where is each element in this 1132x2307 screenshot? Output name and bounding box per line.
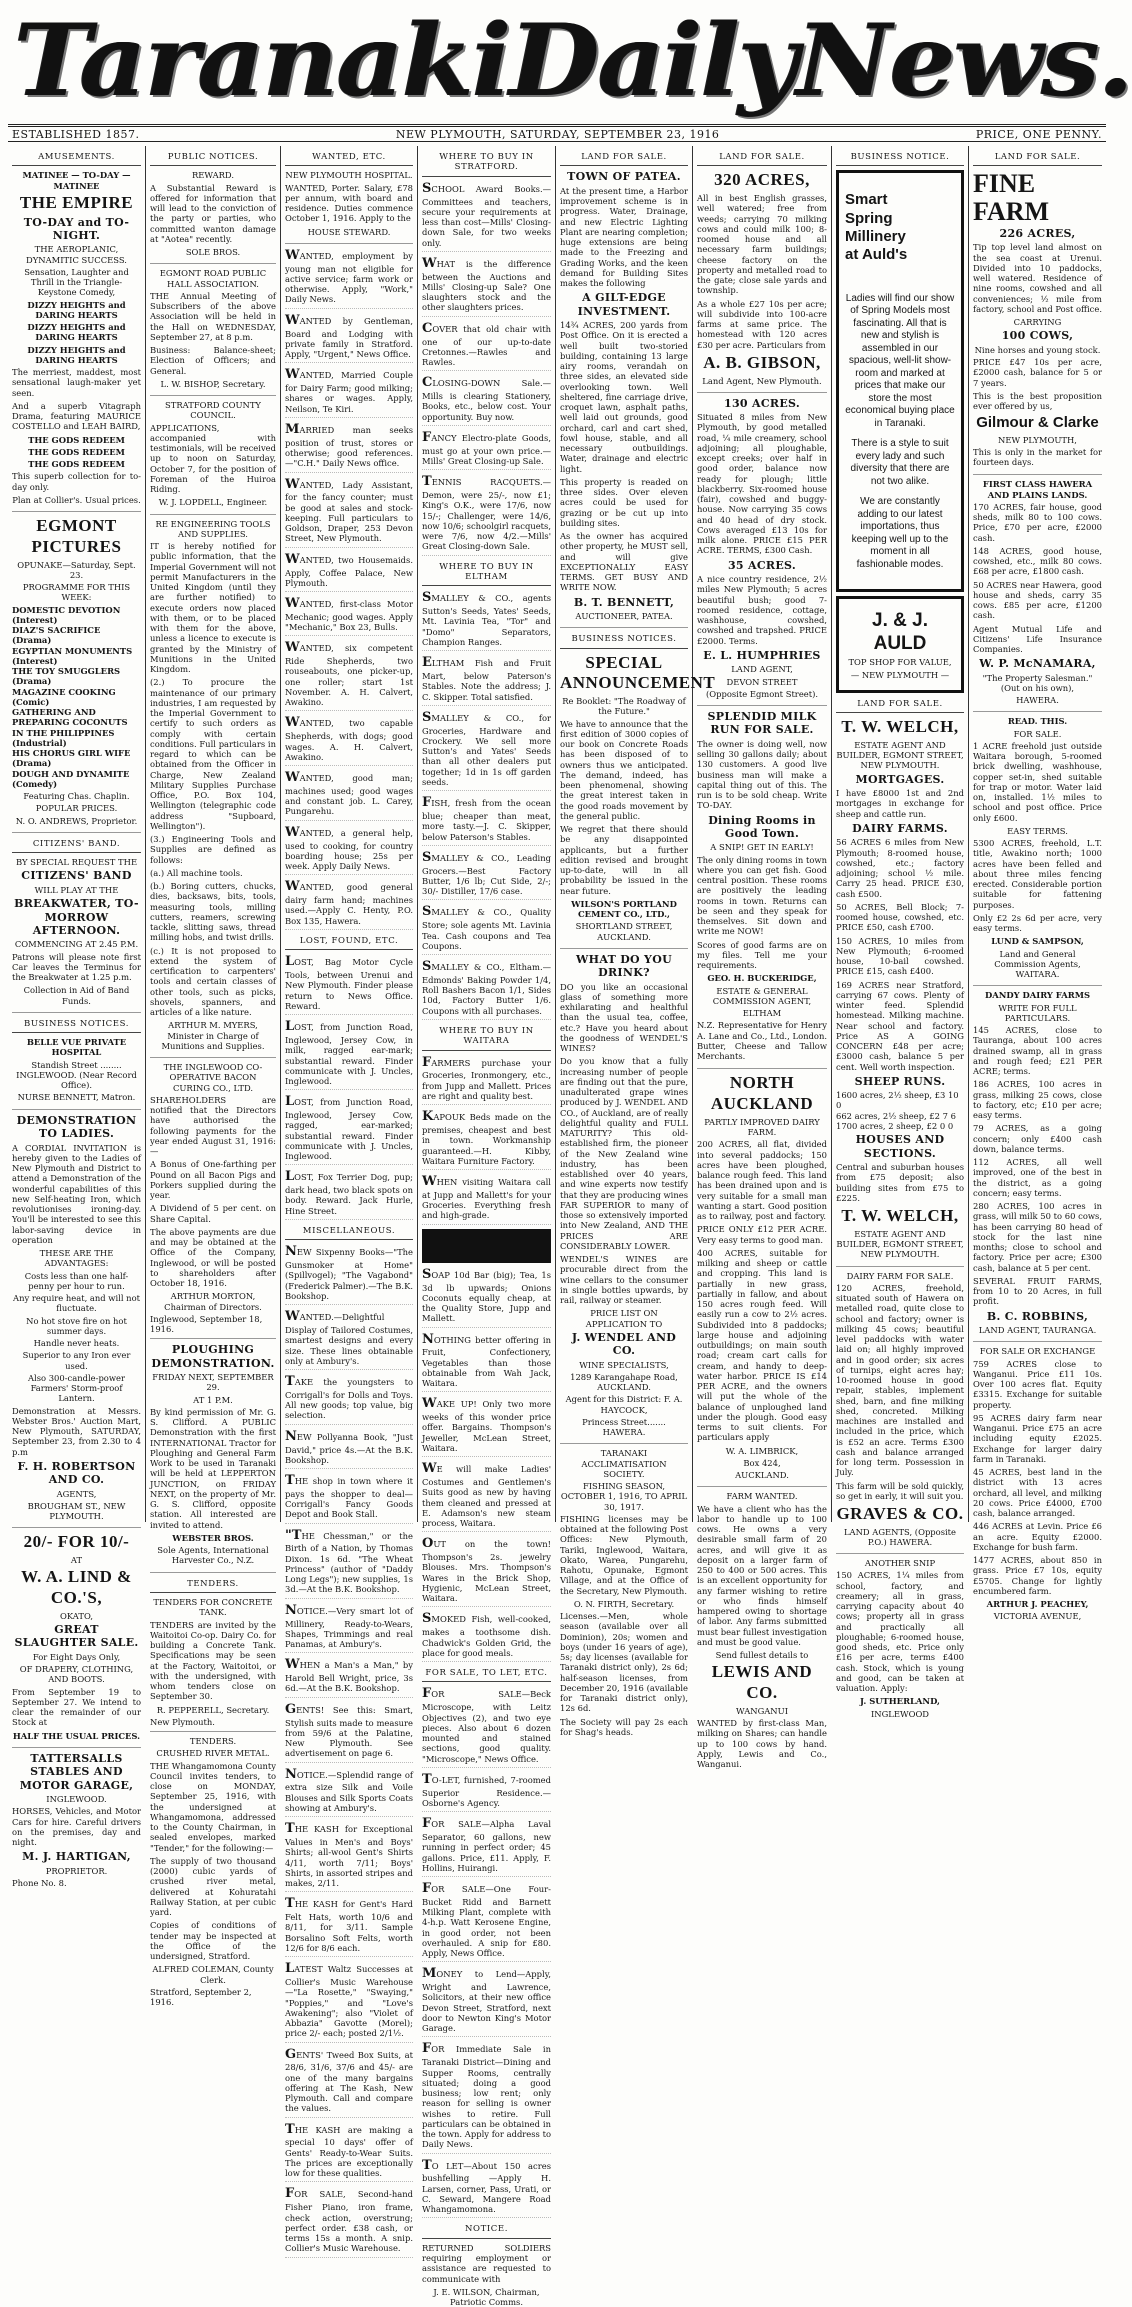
title-word-2: Daily (509, 2, 797, 119)
welch-ad: T. W. WELCH, ESTATE AGENT AND BUILDER, EGMONT STREET, NEW PLYMOUTH. MORTGAGES. I have £8000 1st and 2nd mortgages in exchange for sheep and cattle run. DAIRY FARMS. 56 ACRES 6 miles from New Plymouth; 8-roomed house, cowshed, etc.; factory adjoining; school ½ mile. Carry 25 head. PRICE £30, cash £500. 50 ACRES, Bell Block; 7-roomed house, cowshed, etc. PRICE £50, cash £700. 150 ACRES, 10 miles from New Plymouth; 6-roomed house, 10-bail cowshed. PRICE £15, cash £400. 169 ACRES near Stratford, carrying 67 cows. Plenty of winter feed. Splendid homestead. Milking machine. Near school and factory. Price AS A GOING CONCERN £48 per acre; £3000 cash, balance 5 per cent. Well worth inspection. SHEEP RUNS. 1600 acres, 2½ sheep, £3 10 0 662 acres, 2½ sheep, £2 7 6 1700 acres, 2 sheep, £2 0 0 HOUSES AND SECTIONS. Central and suburban houses from £75 deposit; also building sites from £75 to £225. T. W. WELCH, ESTATE AGENT AND BUILDER, EGMONT STREET, NEW PLYMOUTH. (836, 717, 964, 1266)
limbrick-ad: NORTH AUCKLAND PARTLY IMPROVED DAIRY FARM. 200 ACRES, all flat, divided into several paddocks; 150 acres have been ploughed, balance rough feed. This land has been drained upon and is very suitable for a small man wanting a start. Good position as to railway, post and factory. PRICE ONLY £12 PER ACRE. Very easy terms to good man. 400 ACRES, suitable for milking and sheep or cattle and cropping. This land is partially in new grass, partially in fallow, and about 150 acres rough feed. Will easily run a cow to 2½ acres. Subdivided into 8 paddocks; large house and adjoining outbuildings; on main south road; cream cart calls for cream, and handy to deep-water harbor. PRICE IS £14 PER ACRE, and the owners will put the whole of the balance of unploughed land under the plough. Good easy terms to suit clients. For particulars apply W. A. LIMBRICK, Box 424, AUCKLAND. (697, 1073, 827, 1487)
wanted-ad: WANTED, employment by young man not eligible for active service; farm work or otherwise. Apply, "Work," Daily News. (285, 248, 413, 309)
waitara-ad: KAPOUK Beds made on the premises, cheapest and best in town. Workmanship guaranteed.—H. Kibby, Waitara Furniture Factory. (422, 1109, 551, 1170)
stratford-council-notice: STRATFORD COUNTY COUNCIL. APPLICATIONS, accompanied with testimonials, will be received up to noon on Saturday, October 7, for the position of Foreman of the Huiroa Riding. W. J. LOPDELL, Engineer. (150, 400, 276, 515)
section-head: NOTICE. (422, 2222, 551, 2238)
section-head: WHERE TO BUY IN WAITARA (422, 1024, 551, 1051)
hospital-wanted: NEW PLYMOUTH HOSPITAL. WANTED, Porter. Salary, £78 per annum, with board and residence. Duties commence October 1, 1916. Apply to the HOUSE STEWARD. (285, 170, 413, 244)
wanted-ad: WANTED, good general dairy farm hand; machines used.—Apply C. Henty, P.O. Box 135, Hawera. (285, 879, 413, 930)
column-8 (969, 146, 1106, 1622)
eltham-ad: SMALLEY & CO., Leading Grocers.—Best Factory Butter, 1/6 lb; Cut Side, 2/-; 30/- Distiller, 17/6 case. (422, 850, 551, 901)
misc-ad: GENTS! See this: Smart, Stylish suits made to measure from 59/6 at the Palatine, New Plymouth. See advertisement on page 6. (285, 1702, 413, 1763)
wanted-ad: WANTED, six competent Ride Shepherds, two rouseabouts, one picker-up, one roller; start 1st November. A. H. Calvert, Awakino. (285, 640, 413, 711)
column-4: WHERE TO BUY IN STRATFORD. SCHOOL Award Books.—Committees and teachers, secure your requirements at less than cost—Mills' Closing-down Sale, for two weeks only. WHAT is the difference between the Auctions and Mills' Closing-up Sale? One slaughters stock and the other slaughters prices. COVER that old chair with one of our up-to-date Cretonnes.—Rawles and Rawles. CLOSING-DOWN Sale.—Mills is clearing Stationery, Books, etc., below cost. Your opportunity. Buy now. FANCY Electro-plate Goods, must go at your own price.—Mills' Great Closing-up Sale. TENNIS RACQUETS.—Demon, were 25/-, now £1; King's O.K., were 17/6, now 15/-; Challenger, were 14/6, now 10/6; schoolgirl racquets, were 7/6, now 4/2.—Mills' Great Closing-down Sale. WHERE TO BUY IN ELTHAM SMALLEY & CO., agents Sutton's Seeds, Yates' Seeds, Mt. Lavinia Tea, "Tor" and "Domo" Separators, Champion Ranges. ELTHAM Fish and Fruit Mart, below Paterson's Stables. Note the address; J. C. Skipper. Total satisfied. SMALLEY & CO., for Groceries, Hardware and Crockery. We sell more Sutton's and Yates' Seeds than all other dealers put together; 1d in 1s off garden seeds. FISH, fresh from the ocean blue; cheaper than meat, more tasty.—J. C. Skipper, below Paterson's Stables. SMALLEY & CO., Leading Grocers.—Best Factory Butter, 1/6 lb; Cut Side, 2/-; 30/- Distiller, 17/6 case. SMALLEY & CO., Quality Store; sole agents Mt. Lavinia Tea. Cash coupons and Tea Coupons. SMALLEY & CO., Eltham.—Edmonds' Baking Powder 1/4, Roll Bashers Bacon 1/1, Sides 10d, Factory Butter 1/6. Coupons with all purchases. WHERE TO BUY IN WAITARA FARMERS purchase your Groceries, Ironmongery, etc., from Jupp and Mallett. Prices are right and quality best. KAPOUK Beds made on the premises, cheapest and best in town. Workmanship guaranteed.—H. Kibby, Waitara Furniture Factory. WHEN visiting Waitara call at Jupp and Mallett's for your Groceries. Everything fresh and high-grade. SOAP 10d Bar (big); Tea, 1s 3d lb upwards; Onions Coconuts equally cheap, at the Quality Store, Jupp and Mallett. NOTHING better offering in Fruit, Confectionery, Vegetables than those obtainable from Wah Jack, Waitara. WAKE UP! Only two more weeks of this wonder price offer. Bargains. Thompson's Jeweller, McLean Street, Waitara. WE will make Ladies' Costumes and Gentlemen's Suits good as new by having them cleaned and pressed at E. Adamson's new steam process, Waitara. OUT on the town! Thompson's 2s. jewelry Blouses. Mrs. Thompson's Wares in the Brick Shop, Hygienic, McLean Street, Waitara. SMOKED Fish, well-cooked, makes a toothsome dish. Chadwick's Golden Grid, the place for good meals. FOR SALE, TO LET, ETC. FOR SALE—Beck Microscope, with Leitz Objectives (2), and two eye pieces. Also about 6 dozen mounted and stained sections, good quality. "Microscope," News Office. TO-LET, furnished, 7-roomed Superior Residence.—Osborne's Agency. FOR SALE—Alpha Laval Separator, 60 gallons, new running in perfect order; 45 gallons. Price, £11. Apply, F. Hollins, Huirangi. FOR SALE—One Four-Bucket Ridd and Barnett Milking Plant, complete with 4-h.p. Watt Kerosene Engine, in good order, not been overhauled. A snip for £80. Apply, News Office. MONEY to Lend—Apply, Wright and Lawrence, Solicitors, at their new office Devon Street, Stratford, next door to Newton King's Motor Garage. FOR Immediate Sale in Taranaki District—Dining and Supper Rooms, centrally situated; doing a good business; low rent; only reason for selling is owner wishes to retire. Full particulars can be obtained in the town. Apply for address to Daily News. TO LET—About 150 acres bushfelling —Apply H. Larsen, corner, Pass, Urati, or C. Seward, Mangere Road Whangamomona. NOTICE. RETURNED SOLDIERS requiring employment or assistance are requested to communicate with J. E. WILSON, Chairman, Patriotic Comms. (418, 146, 556, 1522)
auld-shop-ad: J. & J. AULD TOP SHOP FOR VALUE, — NEW PLYMOUTH — (836, 596, 964, 693)
river-metal-tender: TENDERS. CRUSHED RIVER METAL. THE Whangamomona County Council invites tenders, to close on MONDAY, September 25, 1916, with the undersigned at Whangamomona, addressed to the County Chairman, in sealed envelopes, marked "Tender," for the following:— The supply of two thousand (2000) cubic yards of crushed river metal, delivered at Kohuratahi Railway Station, at per cubic yard. Copies of conditions of tender may be inspected at the Office of the undersigned, Stratford. ALFRED COLEMAN, County Clerk. Stratford, September 2, 1916. (150, 1736, 276, 2008)
stratford-ad: WHAT is the difference between the Auctions and Mills' Closing-up Sale? One slaughters stock and the other slaughters prices. (422, 256, 551, 317)
lund-ad: READ. THIS. FOR SALE. 1 ACRE freehold just outside Waitara borough, 5-roomed brick dwelling, washhouse, copper set-in, shed suitable for trap or motor. Water laid on, installed. 1½ miles to school and post office. Price only £600. EASY TERMS. 5300 ACRES, freehold, L.T. title, Awakino north; 1000 acres have been felled and about three miles fencing erected. Considerable portion suitable for fattening purposes. Only £2 2s 6d per acre, very easy terms. LUND & SAMPSON, Land and General Commission Agents, WAITARA. (973, 716, 1102, 986)
wanted-ad: WANTED by Gentleman, Board and Lodging with private family in Stratford. Apply, "Urgent," News Office. (285, 313, 413, 364)
empire-ad: MATINEE — TO-DAY — MATINEE THE EMPIRE TO-DAY and TO-NIGHT. THE AEROPLANIC, DYNAMITIC SUCCESS. Sensation, Laughter and Thrill in the Triangle-Keystone Comedy, DIZZY HEIGHTS and DARING HEARTS DIZZY HEIGHTS and DARING HEARTS DIZZY HEIGHTS and DARING HEARTS The merriest, maddest, most sensational laugh-maker yet seen. And a superb Vitagraph Drama, featuring MAURICE COSTELLO and LEAH BAIRD, THE GODS REDEEM THE GODS REDEEM THE GODS REDEEM This superb collection for to-day only. Plan at Collier's. Usual prices. (12, 170, 141, 512)
section-head: CITIZENS' BAND. (12, 837, 141, 853)
auld-millinery-ad: Smart Spring Millinery at Auld's Ladies will find our show of Spring Models most fascinating. All that is new and stylish is assembled in our spacious, well-lit show-room and marked at prices that make our store the most economical buying place in Taranaki. There is a style to suit every lady and such diversity that there are not two alike. We are constantly adding to our latest importations, thus keeping well up to the moment in all fashionable modes. (836, 170, 964, 592)
hospital-ad: BELLE VUE PRIVATE HOSPITAL Standish Street ........ INGLEWOOD. (Near Record Office). NURSE BENNETT, Matron. (12, 1037, 141, 1110)
column-6 (693, 146, 832, 1770)
eltham-ad: ELTHAM Fish and Fruit Mart, below Paterson's Stables. Note the address; J. C. Skipper. Total satisfied. (422, 655, 551, 706)
section-head: LAND FOR SALE. (560, 150, 688, 166)
lost-ad: LOST, from Junction Road, Inglewood, Jersey Cow, ragged, ear-marked; substantial reward. Finder communicate with J. Uncles, Inglewood. (285, 1094, 413, 1165)
stratford-ad: SCHOOL Award Books.—Committees and teachers, secure your requirements at less than cost—Mills' Closing-down Sale, for two weeks only. (422, 181, 551, 252)
ink-blot (422, 1229, 551, 1263)
waitara-ad: FARMERS purchase your Groceries, Ironmongery, etc., from Jupp and Mallett. Prices are right and quality best. (422, 1055, 551, 1106)
forsale-ad: FOR SALE—Beck Microscope, with Leitz Objectives (2), and two eye pieces. Also about 6 dozen mounted and stained sections, good quality. "Microscope," News Office. (422, 1686, 551, 1767)
price: PRICE, ONE PENNY. (975, 127, 1102, 141)
engineering-tools-notice: RE ENGINEERING TOOLS AND SUPPLIES. IT is hereby notified for public information, that the Imperial Government will not permit Manufacturers in the United Kingdom (until they are further notified) to execute orders now placed with them, or to be placed with them for the above, unless a licence to execute is granted by the Ministry of Munitions in the United Kingdom. (2.) To procure the maintenance of our primary industries, I am requested by the Imperial Government to certify to such orders as comply with certain conditions. Full particulars in regard to which can be obtained from the Officer in Charge, New Zealand Military Supplies Purchase Office, P.O. Box 104, Wellington (telegraphic code address "Supboard, Wellington"). (3.) Engineering Tools and Supplies are defined as follows: (a.) All machine tools. (b.) Boring cutters, chucks, dies, backsaws, bits, tools, measuring tools, milling cutters, reamers, screwing tackle, slitting saws, thread milling hobs, and twist drills. (c.) It is not proposed to extend the system of certification to carpenters' tools and certain classes of other tools, such as picks, shovels, spanners, and articles of a like nature. ARTHUR M. MYERS, Minister in Charge of Munitions and Supplies. (150, 519, 276, 1059)
peachey-ad: FOR SALE OR EXCHANGE 759 ACRES close to Wanganui. Price £11 10s. Over 100 acres flat. Equity £3315. Exchange for suitable property. 95 ACRES dairy farm near Wanganui. Price £75 an acre including equity £2025. Exchange for larger dairy farm in Taranaki. 45 ACRES, best land in the district with 13 acres orchard, all level, and milking 20 cows. Price £4000, £700 cash, balance arranged. 446 ACRES at Levin. Price £6 an acre. Equity £2000. Exchange for bush farm. 1477 ACRES, about 850 in grass. Price £7 10s, equity £5705. Change for lightly encumbered farm. ARTHUR J. PEACHEY, VICTORIA AVENUE, (973, 1346, 1102, 1622)
masthead (0, 0, 1132, 126)
prog-item: DOUGH AND DYNAMITE (Comedy) (12, 768, 130, 789)
waitara-ad: WHEN visiting Waitara call at Jupp and Mallett's for your Groceries. Everything fresh and high-grade. (422, 1174, 551, 1225)
wanted-ad: WANTED, two capable Shepherds, with dogs; good wages. A. H. Calvert, Awakino. (285, 715, 413, 766)
prog-item: DOMESTIC DEVOTION (Interest) (12, 604, 121, 625)
lind-sale-ad: 20/- FOR 10/- AT W. A. LIND & CO.'S, OKATO, GREAT SLAUGHTER SALE. For Eight Days Only, OF DRAPERY, CLOTHING, AND BOOTS. From September 19 to September 27. We intend to clear the remainder of our Stock at HALF THE USUAL PRICES. (12, 1532, 141, 1748)
column-2 (146, 146, 281, 2008)
stratford-ad: FANCY Electro-plate Goods, must go at your own price.—Mills' Great Closing-up Sale. (422, 430, 551, 470)
section-head: AMUSEMENTS. (12, 150, 141, 166)
prog-item: EGYPTIAN MONUMENTS (Interest) (12, 645, 133, 666)
smoked-fish-ad: SMOKED Fish, well-cooked, makes a toothsome dish. Chadwick's Golden Grid, the place for good meals. (422, 1611, 551, 1662)
section-head: LAND FOR SALE. (973, 150, 1102, 166)
citizens-band-ad: BY SPECIAL REQUEST THE CITIZENS' BAND WILL PLAY AT THE BREAKWATER, TO-MORROW AFTERNOON. COMMENCING AT 2.45 P.M. Patrons will please note first Car leaves the Terminus for the Breakwater at 1.25 p.m. Collection in Aid of Band Funds. (12, 857, 141, 1013)
section-head: BUSINESS NOTICES. (12, 1017, 141, 1033)
forsale-ad: TO LET—About 150 acres bushfelling —Apply H. Larsen, corner, Pass, Urati, or C. Seward, Mangere Road Whangamomona. (422, 2158, 551, 2219)
dateline: NEW PLYMOUTH, SATURDAY, SEPTEMBER 23, 1916 (395, 127, 720, 141)
misc-ad: THE KASH for Exceptional Values in Men's and Boys' Shirts; all-wool Gent's Shirts 4/11, worth 7/11; Boys' Shirts, in assorted stripes and makes, 2/11. (285, 1821, 413, 1892)
misc-ad: LATEST Waltz Successes at Collier's Music Warehouse—"La Rosette," "Swaying," "Poppies," and "Love's Awakening"; also "Violet of Abbazia" Gavotte (Morel); price 2/- each; posted 2/1½. (285, 1961, 413, 2042)
forsale-ad: TO-LET, furnished, 7-roomed Superior Residence.—Osborne's Agency. (422, 1772, 551, 1812)
wanted-ad: WANTED, Married Couple for Dairy Farm; good milking; shares or wages. Apply, Neilson, Te Kiri. (285, 367, 413, 418)
prog-item: MAGAZINE COOKING (Comic) (12, 686, 116, 707)
eltham-ad: FISH, fresh from the ocean blue; cheaper than meat, more tasty.—J. C. Skipper, below Paterson's Stables. (422, 795, 551, 846)
misc-ad: FOR SALE, Second-hand Fisher Piano, iron frame, check action, overstrung; perfect order. £38 cash, or terms 15s a month. A snip. Collier's Music Warehouse. (285, 2186, 413, 2257)
lost-ad: LOST, Bag Motor Cycle Tools, between Urenui and New Plymouth. Finder please return to News Office. Reward. (285, 954, 413, 1015)
section-head: FOR SALE, TO LET, ETC. (422, 1666, 551, 1682)
column-7 (832, 146, 969, 1719)
stratford-ad: COVER that old chair with one of our up-to-date Cretonnes.—Rawles and Rawles. (422, 321, 551, 372)
tattersalls-ad: TATTERSALLS STABLES AND MOTOR GARAGE, INGLEWOOD. HORSES, Vehicles, and Motor Cars for hire. Careful drivers on the premises, day and night. M. J. HARTIGAN, PROPRIETOR. Phone No. 8. (12, 1751, 141, 1888)
prog-item: DIAZ'S SACRIFICE (Drama) (12, 625, 101, 646)
wanted-ad: WANTED, a general help, used to cooking, for country boarding house; 25s per week. Apply Daily News. (285, 825, 413, 876)
title-word-3: News. (796, 2, 1132, 119)
stratford-ad: CLOSING-DOWN Sale.—Mills is clearing Stationery, Books, etc., below cost. Your opportunity. Buy now. (422, 375, 551, 426)
eltham-ad: SMALLEY & CO., for Groceries, Hardware and Crockery. We sell more Sutton's and Yates' Seeds than all other dealers put together; 1d in 1s off garden seeds. (422, 710, 551, 791)
dateline-bar (8, 124, 1106, 142)
misc-ad: WHEN a Man's a Man," by Harold Bell Wright, price, 3s 6d.—At the B.K. Bookshop. (285, 1657, 413, 1697)
misc-ad: NOTICE.—Splendid range of extra size Silk and Voile Blouses and Silk Sports Coats showing at Ambury's. (285, 1767, 413, 1818)
section-head: MISCELLANEOUS. (285, 1224, 413, 1240)
fine-farm-ad: FINE FARM 226 ACRES, Tip top level land almost on the sea coast at Urenui. Divided into 10 paddocks, well watered. Residence of nine rooms, cowshed and all conveniences; ½ mile from factory, school and Post office. CARRYING 100 COWS, Nine horses and young stock. PRICE £47 10s per acre, £2000 cash, balance for 5 or 7 years. This is the best proposition ever offered by us, Gilmour & Clarke NEW PLYMOUTH, This is only in the market for fourteen days. (973, 170, 1102, 475)
forsale-ad: FOR SALE—One Four-Bucket Ridd and Barnett Milking Plant, complete with 4-h.p. Watt Kerosene Engine, in good order, not been overhauled. A snip for £80. Apply, News Office. (422, 1881, 551, 1962)
misc-ad: THE KASH are making a special 10 days' offer of Gents' Ready-to-Wear Suits. The prices are exceptionally low for these qualities. (285, 2122, 413, 2183)
misc-ad: NEW Pollyanna Book, "Just David," price 4s.—At the B.K. Bookshop. (285, 1429, 413, 1469)
section-head: LOST, FOUND, ETC. (285, 934, 413, 950)
waitara-ad: WE will make Ladies' Costumes and Gentlemen's Suits good as new by having them cleaned and pressed at E. Adamson's new steam process, Waitara. (422, 1461, 551, 1532)
lost-ad: LOST, from Junction Road, Inglewood, Jersey Cow, in milk, ragged ear-mark; substantial reward. Finder communicate with J. Uncles, Inglewood. (285, 1019, 413, 1090)
column-3 (281, 146, 418, 2254)
wanted-ad: MARRIED man seeks position of trust, stores or otherwise; good references.—"C.H." Daily News office. (285, 422, 413, 473)
buckeridge-ad: SPLENDID MILK RUN FOR SALE. The owner is doing well, now selling 30 gallons daily; about 130 customers. A good live business man will make a capital thing out of this. The run is to be sold cheap. Write TO-DAY. Dining Rooms in Good Town. A SNIP! GET IN EARLY! The only dining rooms in town where you can get fish. Good central position. These rooms are positively the leading rooms in town. Returns can be seen and they speak for themselves. Sit down and write me NOW! Scores of good farms are on my files. Tell me your requirements. GEO. H. BUCKERIDGE, ESTATE & GENERAL COMMISSION AGENT, ELTHAM N.Z. Representative for Henry A. Lane and Co., Ltd., London. Butter, Cheese and Tallow Merchants. (697, 710, 827, 1069)
misc-ad: GENTS' Tweed Box Suits, at 28/6, 31/6, 37/6 and 45/- are one of the many bargains offering at The Kash, New Plymouth. Call and compare the values. (285, 2047, 413, 2118)
lost-ad: LOST, Fox Terrier Dog, pup; dark head, two black spots on body. Reward. Jack Hurle, Hine Street. (285, 1169, 413, 1220)
section-head: WHERE TO BUY IN ELTHAM (422, 560, 551, 587)
prog-item: HIS CHORUS GIRL WIFE (Drama) (12, 748, 131, 769)
prog-item: THE TOY SMUGGLERS (Drama) (12, 666, 121, 687)
wanted-ad: WANTED, Lady Assistant, for the fancy counter; must be good at sales and stock-keeping. Full particulars to Goldson, Draper, 253 Devon Street, New Plymouth. (285, 477, 413, 548)
misc-ad: TAKE the youngsters to Corrigall's for Dolls and Toys. All new goods; top value, big selection. (285, 1374, 413, 1425)
egmont-pictures-ad: EGMONT PICTURES OPUNAKE—Saturday, Sept. 23. PROGRAMME FOR THIS WEEK: DOMESTIC DEVOTION (Interest) DIAZ'S SACRIFICE (Drama) EGYPTIAN MONUMENTS (Interest) THE TOY SMUGGLERS (Drama) MAGAZINE COOKING (Comic) GATHERING AND PREPARING COCONUTS IN THE PHILIPPINES (Industrial) HIS CHORUS GIRL WIFE (Drama) DOUGH AND DYNAMITE (Comedy) Featuring Chas. Chaplin. POPULAR PRICES. N. O. ANDREWS, Proprietor. (12, 516, 141, 833)
misc-ad: "THE Chessman," or the Birth of a Nation, by Thomas Dixon. 1s 6d. "The Wheat Princess" (author of "Daddy Long Legs"); new supplies, 1s 3d.—At the B.K. Bookshop. (285, 1528, 413, 1599)
waitara-ad: SOAP 10d Bar (big); Tea, 1s 3d lb upwards; Onions Coconuts equally cheap, at the Quality Store, Jupp and Mallett. (422, 1267, 551, 1328)
wanted-ad: WANTED, good man; machines used; good wages and constant job. L. Carey, Pungarehu. (285, 770, 413, 821)
acclimatisation-ad: TARANAKI ACCLIMATISATION SOCIETY. FISHING SEASON, OCTOBER 1, 1916, TO APRIL 30, 1917. FISHING licenses may be obtained at the following Post Offices: New Plymouth, Tariki, Inglewood, Waitara, Okato, Warea, Pungarehu, Rahotu, Opunake, Egmont Village, and at the Office of the Secretary, New Plymouth. O. N. FIRTH, Secretary. Licenses.—Men, whole season (available over all Dominion), 20s; women and boys (under 16 years of age), 5s; day licenses (available for Taranaki district only), 2s 6d; half-season licenses, from December 20, 1916 (available for Taranaki district only), 12s 6d. The Society will pay 2s each for Shag's heads. (560, 1448, 688, 1737)
forsale-ad: FOR SALE—Alpha Laval Separator, 60 gallons, new running in perfect order; 45 gallons. Price, £11. Apply, F. Hollins, Huirangi. (422, 1816, 551, 1877)
waitara-ad: NOTHING better offering in Fruit, Confectionery, Vegetables than those obtainable from Wah Jack, Waitara. (422, 1332, 551, 1393)
patea-ad: TOWN OF PATEA. At the present time, a Harbor improvement scheme is in progress. Water, Drainage, and new Electric Lighting Plant are nearing completion; huge extensions are being made to the Freezing and Grading Works, and the keen demand for Building Sites makes the following A GILT-EDGE INVESTMENT. 14¾ ACRES, 200 yards from Post Office. On it is erected a well built two-storied building, containing 13 large airy rooms, verandah on three sides, an elevated side overlooking town. Well sheltered, fine carriage drive, croquet lawn, asphalt paths, well laid out grounds, good orchard, carl and cart shed, fowl house, stable, and all necessary outbuildings. Water, drainage and electric light. This property is readed on three sides. Over eleven acres could be used for grazing or be cut up into building sites. As the owner has acquired other property, he MUST sell, and will give EXCEPTIONALLY EASY TERMS. GET BUSY AND WRITE NOW. B. T. BENNETT, AUCTIONEER, PATEA. (560, 170, 688, 628)
newspaper-title (0, 0, 1132, 122)
ploughing-notice: PLOUGHING DEMONSTRATION. FRIDAY NEXT, SEPTEMBER 29. AT 1 P.M. By kind permission of Mr. G. S. Clifford. A PUBLIC Demonstration with the first INTERNATIONAL Tractor for Ploughing and General Farm Work to be used in Taranaki will be held at LEPPERTON JUNCTION, on FRIDAY NEXT, on the property of Mr. G. S. Clifford, opposite station. All interested are invited to attend. WEBSTER BROS. Sole Agents, International Harvester Co., N.Z. (150, 1343, 276, 1572)
section-head: BUSINESS NOTICES. (560, 632, 688, 648)
forsale-ad: FOR Immediate Sale in Taranaki District—Dining and Supper Rooms, centrally situated; doing a good business; low rent; only reason for selling is owner wishes to retire. Full particulars can be obtained in the town. Apply for address to Daily News. (422, 2041, 551, 2153)
robbins-ad: DANDY DAIRY FARMS WRITE FOR FULL PARTICULARS. 145 ACRES, close to Tauranga, about 100 acres drained swamp, all in grass and rough feed; £21 PER ACRE; terms. 186 ACRES, 100 acres in grass, milking 25 cows, close to factory, etc; £10 per acre; easy terms. 79 ACRES, as a going concern; only £400 cash down, balance terms. 112 ACRES, all well improved, one of the best in the district, as a going concern; easy terms. 280 ACRES, 100 acres in grass, will milk 50 to 60 cows, has been carrying 80 head of stock for the last nine months; close to school and factory. Price per acre; £300 cash, balance at 5 per cent. SEVERAL FRUIT FARMS, from 10 to 20 Acres, in full profit. B. C. ROBBINS, LAND AGENT, TAURANGA. (973, 990, 1102, 1342)
section-head: BUSINESS NOTICE. (836, 150, 964, 166)
graves-ad: DAIRY FARM FOR SALE. 120 ACRES, freehold, situated south of Hawera on metalled road, quite close to school and factory; owner is milking 45 cows; beautiful level paddocks with water laid on; all highly improved and in good order; six acres of turnips, eight acres hay; 10-roomed house in good repair, stables, implement shed, barn, and fine milking shed, concreted. Milking machines are installed and included in the price, which is £52 an acre. Terms £300 cash and balance arranged for long term. Possession in July. This farm will be sold quickly, so get in early, it will suit you. GRAVES & CO. LAND AGENTS, (Opposite P.O.) HAWERA. (836, 1271, 964, 1555)
eltham-ad: SMALLEY & CO., agents Sutton's Seeds, Yates' Seeds, Mt. Lavinia Tea, "Tor" and "Domo" Separators, Champion Ranges. (422, 590, 551, 651)
egmont-hall-notice: EGMONT ROAD PUBLIC HALL ASSOCIATION. THE Annual Meeting of Subscribers of the above Association will be held in the Hall on WEDNESDAY, September 27, at 8 p.m. Business: Balance-sheet; Election of Officers; and General. L. W. BISHOP, Secretary. (150, 268, 276, 396)
section-head: WHERE TO BUY IN STRATFORD. (422, 150, 551, 177)
waitara-ad: WAKE UP! Only two more weeks of this wonder price offer. Bargains. Thompson's Jeweller, McLean Street, Waitara. (422, 1396, 551, 1457)
misc-ad: NEW Sixpenny Books—"The Gunsmoker at Home" (Spillvogel); "The Vagabond" (Frederick Palmer).—The B.K. Bookshop. (285, 1244, 413, 1305)
waitara-ad: OUT on the town! Thompson's 2s. jewelry Blouses. Mrs. Thompson's Wares in the Brick Shop, Hygienic, McLean Street, Waitara. (422, 1536, 551, 1607)
tank-tender: TENDERS FOR CONCRETE TANK. TENDERS are invited by the Waitoitoi Co-op. Dairy Co. for building a Concrete Tank. Specifications may be seen at the Factory, Waitoitoi, or with the undersigned, with whom tenders close on September 30. R. PEPPERELL, Secretary. New Plymouth. (150, 1597, 276, 1732)
reward-notice: REWARD. A Substantial Reward is offered for information that will lead to the conviction of the party or parties, who committed wanton damage at "Aotea" recently. SOLE BROS. (150, 170, 276, 264)
title-word-1: Taranaki (14, 2, 510, 119)
gibson-ad: 320 ACRES, All in best English grasses, well watered; free from weeds; carrying 70 milking cows and could milk 100; 8-roomed house and all necessary farm buildings; cheese factory on the property and metalled road to the gate; close sale yards and township. As a whole £27 10s per acre; will subdivide into 100-acre farms at same price. The homestead with 120 acres £30 per acre. Particulars from A. B. GIBSON, Land Agent, New Plymouth. (697, 170, 827, 392)
prog-item: GATHERING AND PREPARING COCONUTS IN THE PHILIPPINES (Industrial) (12, 707, 128, 748)
misc-ad: THE KASH for Gent's Hard Felt Hats, worth 10/6 and 8/11, for 3/11. Sample Borsalino Soft Felts, worth 12/6 for 8/6 each. (285, 1896, 413, 1957)
eltham-ad: SMALLEY & CO., Quality Store; sole agents Mt. Lavinia Tea. Cash coupons and Tea Coupons. (422, 904, 551, 955)
established: ESTABLISHED 1857. (12, 127, 140, 141)
mcnamara-ad: FIRST CLASS HAWERA AND PLAINS LANDS. 170 ACRES, fair house, good sheds, milk 80 to 100 cows. Price, £70 per acre, £2000 cash. 148 ACRES, good house, cowshed, etc., milk 80 cows. £68 per acre, £1800 cash. 50 ACRES near Hawera, good house and sheds, carry 35 cows. £85 per acre, £1200 cash. Agent Mutual Life and Citizens' Life Insurance Companies. W. P. McNAMARA, "The Property Salesman." (Out on his own), HAWERA. (973, 479, 1102, 712)
columns (8, 146, 1106, 2307)
column-1 (8, 146, 146, 1888)
eltham-ad: SMALLEY & CO., Eltham.—Edmonds' Baking Powder 1/4, Roll Bashers Bacon 1/1, Sides 10d, Factory Butter 1/6. Coupons with all purchases. (422, 959, 551, 1020)
section-head: PUBLIC NOTICES. (150, 150, 276, 166)
section-head: LAND FOR SALE. (697, 150, 827, 166)
stratford-ad: TENNIS RACQUETS.—Demon, were 25/-, now £1; King's O.K., were 17/6, now 15/-; Challenger, were 14/6, now 10/6; schoolgirl racquets, were 7/6, now 4/2.—Mills' Great Closing-down Sale. (422, 474, 551, 555)
sutherland-ad: ANOTHER SNIP 150 ACRES, 1¼ miles from school, factory, and creamery; all in grass, carrying capacity about 40 cows; property all in grass and practically all ploughable; 6-roomed house, good sheds, etc. Price only £16 per acre, terms £400 cash. Stock, which is young and good, can be taken at valuation. Apply: J. SUTHERLAND, INGLEWOOD (836, 1558, 964, 1719)
cement-ad: SPECIAL ANNOUNCEMENT Re Booklet: "The Roadway of the Future." We have to announce that the first edition of 3000 copies of our book on Concrete Roads has been disposed of to owners thus we anticipated. The demand, indeed, has been phenomenal, showing the great interest taken in the good roads movement by the general public. We regret that there should be any disappointed applicants, but a further edition revised and brought up-to-date, will in all probability be issued in the near future. WILSON'S PORTLAND CEMENT CO., LTD., SHORTLAND STREET, AUCKLAND. (560, 653, 688, 949)
wanted-ad: WANTED, first-class Motor Mechanic; good wages. Apply "Mechanic," Box 23, Bulls. (285, 596, 413, 636)
farm-wanted-ad: FARM WANTED. We have a client who has the labor to handle up to 100 cows. He owns a very desirable small farm of 20 acres, and will give it as deposit on a larger farm of 250 to 400 or 500 acres. This is an excellent opportunity for any farmer wishing to retire or who finds himself hampered owing to shortage of labor. Any farms submitted must bear fullest investigation and must be good value. Send fullest details to LEWIS AND CO. WANGANUI WANTED by first-class Man, milking on Shares; can handle up to 100 cows by hand. Apply, Lewis and Co., Wanganui. (697, 1491, 827, 1770)
misc-ad: THE shop in town where it pays the shopper to deal—Corrigall's Fancy Goods Depot and Book Stall. (285, 1473, 413, 1524)
column-5 (556, 146, 716, 1737)
bacon-curing-notice: THE INGLEWOOD CO-OPERATIVE BACON CURING CO., LTD. SHAREHOLDERS are notified that the Directors have authorised the following payments for the year ended August 31, 1916:— A Bonus of One-farthing per Pound on all Bacon Pigs and Porkers supplied during the year. A Dividend of 5 per cent. on Share Capital. The above payments are due and may be obtained at the Office of the Company, Inglewood, or will be posted to shareholders after October 18, 1916. ARTHUR MORTON, Chairman of Directors. Inglewood, September 18, 1916. (150, 1062, 276, 1339)
demonstration-ad: DEMONSTRATION TO LADIES. A CORDIAL INVITATION is hereby given to the Ladies of New Plymouth and District to attend a Demonstration of the wonderful capabilities of this new Self-heating Iron, which revolutionises ironing-day. You'll be interested to see this labor-saving device in operation THESE ARE THE ADVANTAGES: Costs less than one half-penny per hour to run. Any require heat, and will not fluctuate. No hot stove fire on hot summer days. Handle never heats. Superior to any Iron ever used. Also 300-candle-power Farmers' Storm-proof Lantern. Demonstration at Messrs. Webster Bros.' Auction Mart, New Plymouth, SATURDAY, September 23, from 2.30 to 4 p.m F. H. ROBERTSON AND CO. AGENTS, BROUGHAM ST., NEW PLYMOUTH. (12, 1114, 141, 1529)
section-head: TENDERS. (150, 1577, 276, 1593)
misc-ad: WANTED.—Delightful Display of Tailored Costumes, smartest designs and every size. These lines obtainable only at Ambury's. (285, 1309, 413, 1370)
humphries-ad: 130 ACRES. Situated 8 miles from New Plymouth, by good metalled road, ¼ mile creamery, school adjoining; all ploughable, except creeks; over half in good order, balance now ready for plough; little blackberry. Six-roomed house (fair), cowshed and buggy-house. Now carrying 35 cows and 40 head of dry stock. Cows averaged £13 10s for milk alone. PRICE £15 PER ACRE. TERMS, £300 Cash. 35 ACRES. A nice country residence, 2½ miles New Plymouth; 5 acres beautiful bush; good 7-roomed residence, cottage, washhouse, cowshed, cowshed and trapshed. PRICE £2000. Terms. E. L. HUMPHRIES LAND AGENT, DEVON STREET (Opposite Egmont Street). (697, 397, 827, 706)
forsale-ad: MONEY to Lend—Apply, Wright and Lawrence, Solicitors, at their new office Devon Street, Stratford, next door to Newton King's Motor Garage. (422, 1966, 551, 2037)
section-head: LAND FOR SALE. (836, 697, 964, 713)
wine-ad: WHAT DO YOU DRINK? DO you like an occasional glass of something more exhilarating and healthful than the usual tea, coffee, etc.? Have you heard about the goodness of WENDEL'S WINES? Do you know that a fully increasing number of people are finding out that the pure, unadulterated grape wines produced by J. WENDEL AND CO., of Auckland, are of really delightful quality and FULL MATURITY? This old-established firm, the pioneer of the New Zealand wine industry, has been established over 40 years, and wine experts now testify that they are producing wines FAR SUPERIOR to many of those so extensively imported into New Zealand, AND THE PRICES ARE CONSIDERABLY LOWER. WENDEL'S WINES are procurable direct from the wine cellars to the consumer in single bottles upwards, by rail, railway or steamer. PRICE LIST ON APPLICATION TO J. WENDEL AND CO. WINE SPECIALISTS, 1289 Karangahape Road, AUCKLAND. Agent for this District: F. A. HAYCOCK, Princess Street....... HAWERA. (560, 953, 688, 1445)
wanted-ad: WANTED, two Housemaids. Apply, Coffee Palace, New Plymouth. (285, 552, 413, 592)
misc-ad: NOTICE.—Very smart lot of Millinery, Ready-to-Wears, Shapes, Trimmings and real Panamas, at Ambury's. (285, 1603, 413, 1654)
section-head: WANTED, ETC. (285, 150, 413, 166)
